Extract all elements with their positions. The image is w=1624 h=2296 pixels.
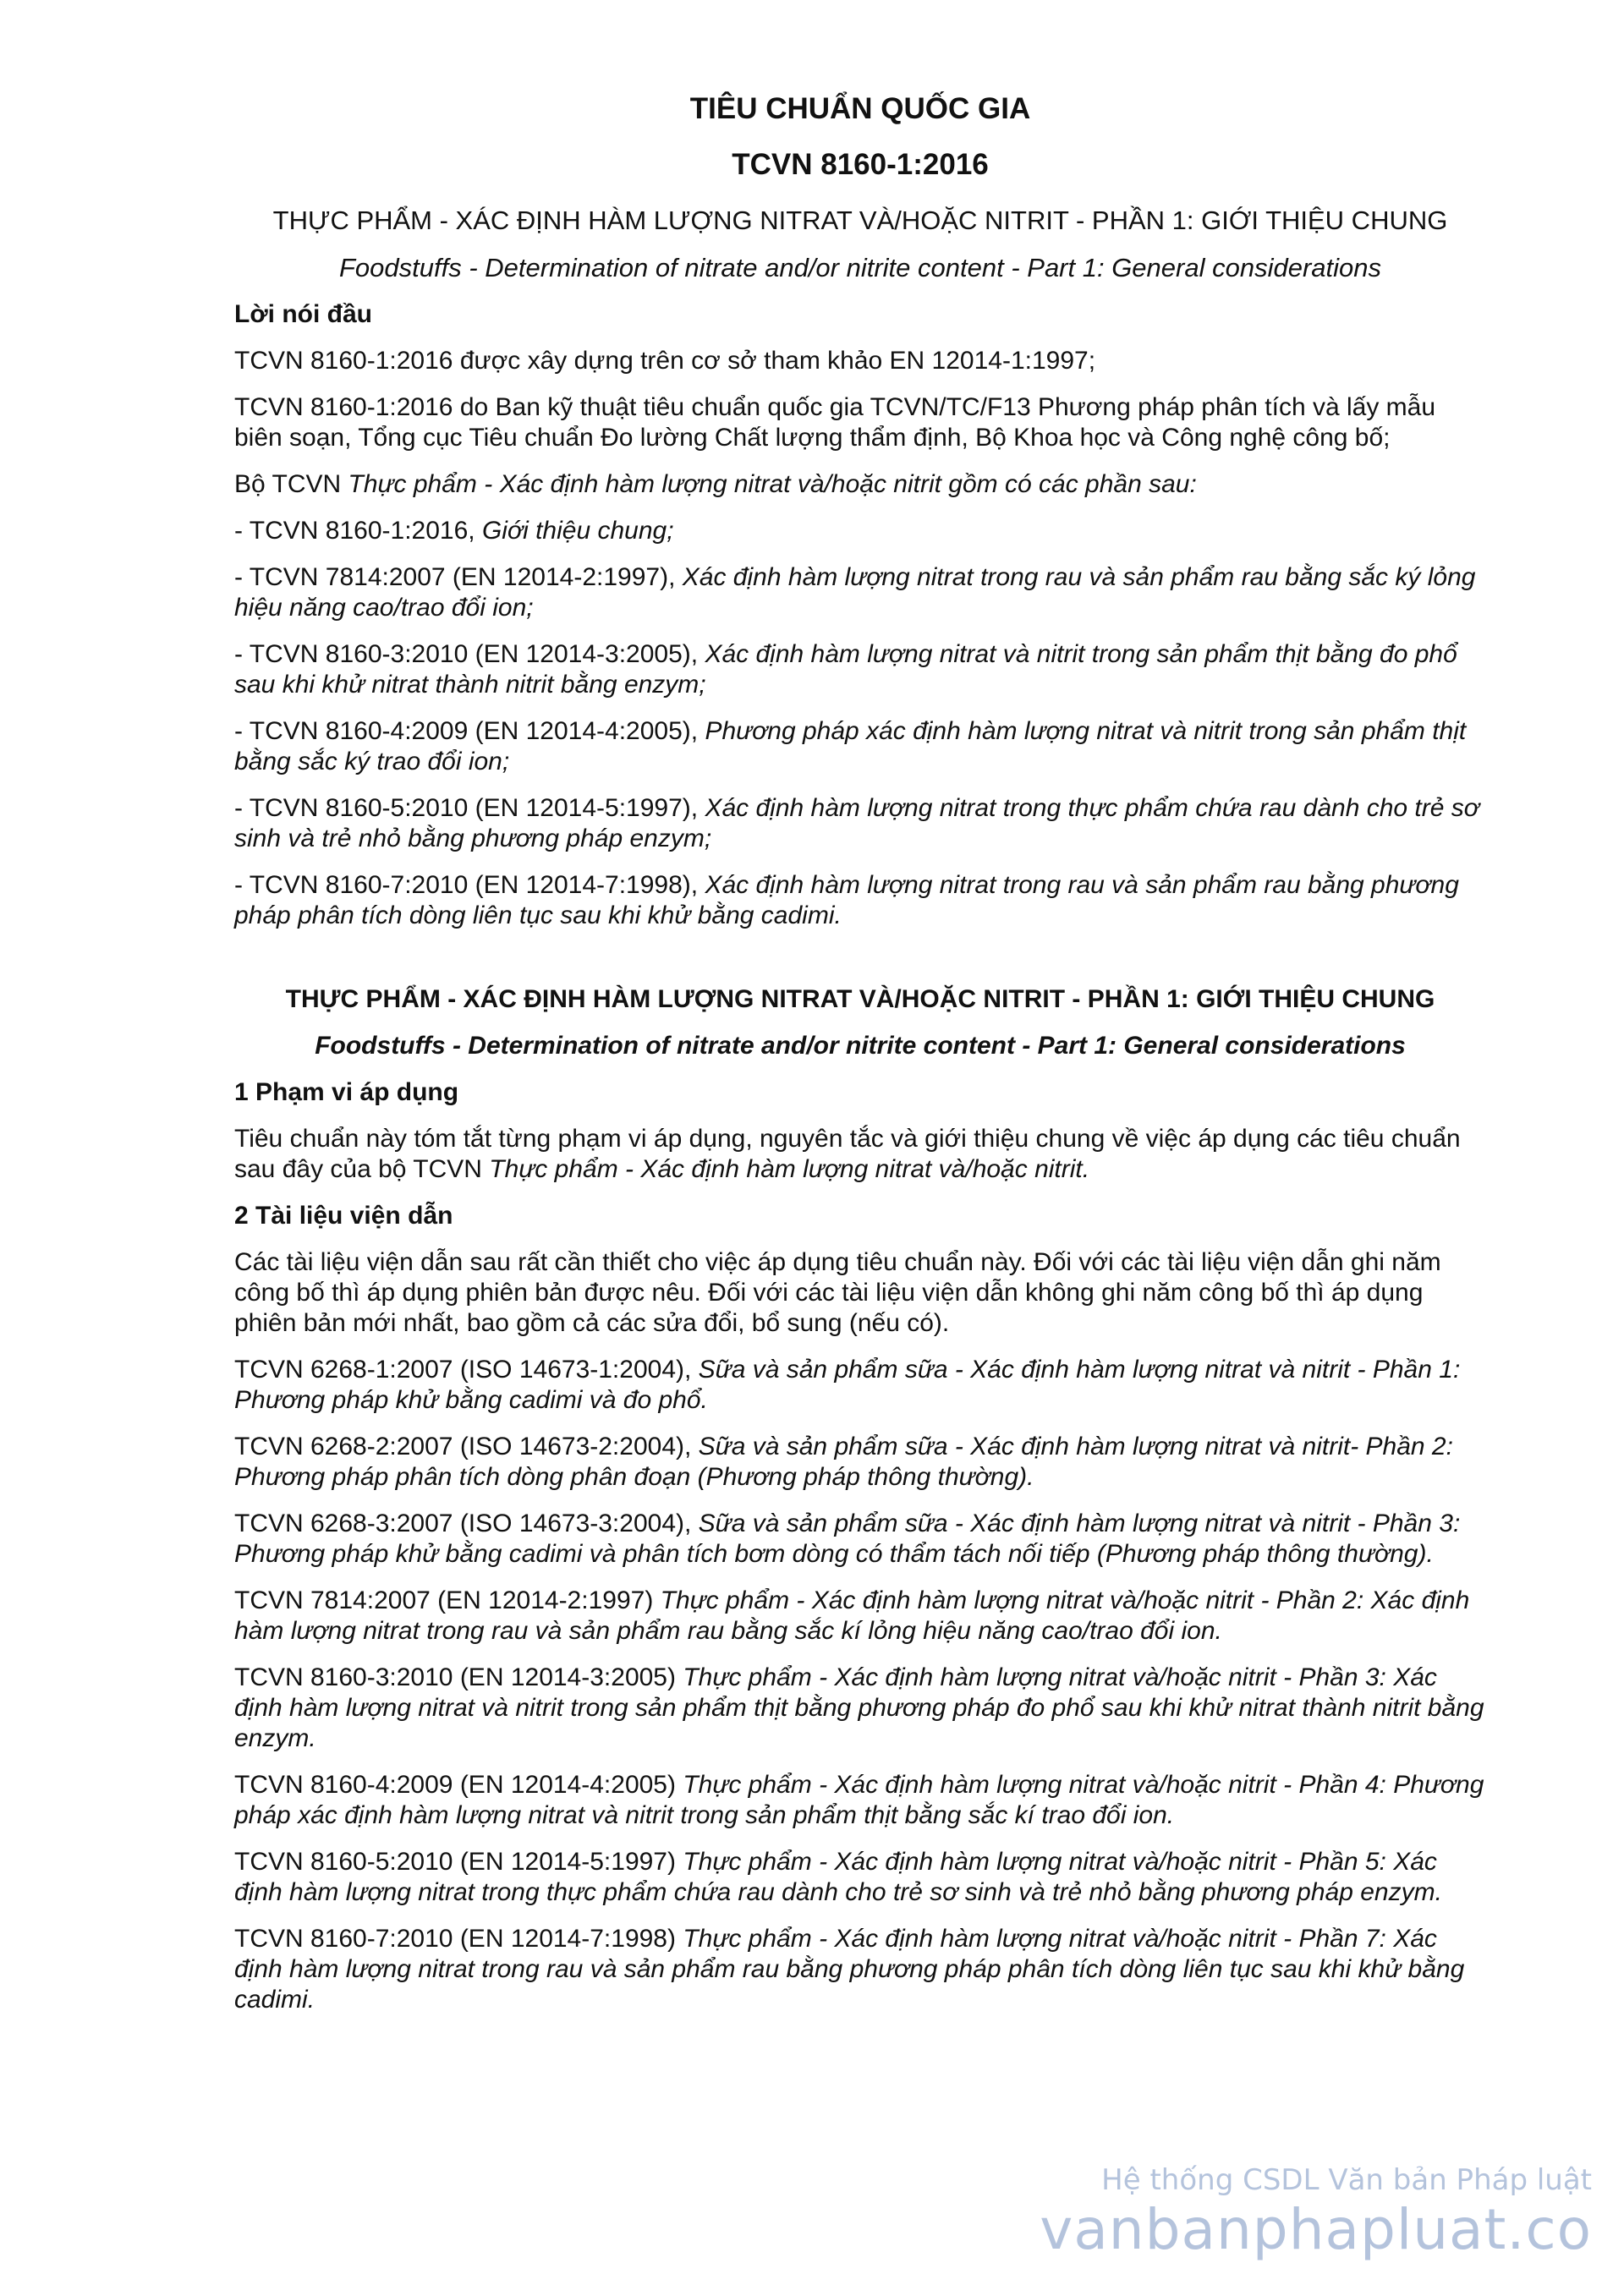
reference-item [234,1355,1486,1416]
main-title-english: Foodstuffs - Determination of nitrate and/or nitrite content - Part 1: General considerations [315,1032,1406,1060]
part-list-item [234,870,1486,931]
reference-item [234,1432,1486,1493]
reference-item [234,1663,1486,1754]
section-2-intro: Các tài liệu viện dẫn sau rất cần thiết cho việc áp dụng tiêu chuẩn này. Đối với các tài liệu viện dẫn ghi năm công bố thì áp dụng phiên bản được nêu. Đối với các tài liệu viện dẫn không ghi năm công bố thì áp dụng phiên bản mới nhất, bao gồm cả các sửa đổi, bổ sung (nếu có). [234,1248,1441,1337]
subtitle-english: Foodstuffs - Determination of nitrate and/or nitrite content - Part 1: General considerations [338,253,1381,282]
reference-title: Thực phẩm - Xác định hàm lượng nitrat và/hoặc nitrit - Phần 7: Xác định hàm lượng nitrat trong rau và sản phẩm rau bằng phương pháp phân tích dòng liên tục sau khi khử bằng cadimi. [234,1925,1465,2014]
document-page [234,91,1486,2031]
section-spacer [234,947,1486,984]
part-code: - TCVN 8160-5:2010 (EN 12014-5:1997), [234,794,705,822]
paragraph-text: Bộ TCVN [234,470,348,498]
reference-code: TCVN 6268-1:2007 (ISO 14673-1:2004), [234,1356,699,1384]
standard-code: TCVN 8160-1:2016 [732,148,989,181]
foreword-heading: Lời nói đầu [234,300,372,328]
reference-code: TCVN 7814:2007 (EN 12014-2:1997) [234,1586,661,1614]
part-code: - TCVN 8160-1:2016, [234,517,482,545]
reference-item [234,1770,1486,1831]
watermark-caption: Hệ thống CSDL Văn bản Pháp luật [1101,2163,1592,2197]
foreword-paragraph: TCVN 8160-1:2016 được xây dựng trên cơ sở tham khảo EN 12014-1:1997; [234,347,1096,375]
reference-item [234,1924,1486,2015]
main-title-vietnamese: THỰC PHẨM - XÁC ĐỊNH HÀM LƯỢNG NITRAT VÀ/HOẶC NITRIT - PHẦN 1: GIỚI THIỆU CHUNG [285,985,1435,1013]
reference-title: Thực phẩm - Xác định hàm lượng nitrat và/hoặc nitrit - Phần 2: Xác định hàm lượng nitrat trong rau và sản phẩm rau bằng sắc kí lỏng hiệu năng cao/trao đổi ion. [234,1586,1470,1645]
part-list-item [234,562,1486,623]
foreword-paragraph: TCVN 8160-1:2016 do Ban kỹ thuật tiêu chuẩn quốc gia TCVN/TC/F13 Phương pháp phân tích và lấy mẫu biên soạn, Tổng cục Tiêu chuẩn Đo lường Chất lượng thẩm định, Bộ Khoa học và Công nghệ công bố; [234,393,1436,452]
part-list-item [234,716,1486,777]
paragraph-italic-text: Thực phẩm - Xác định hàm lượng nitrat và/hoặc nitrit. [489,1155,1090,1183]
reference-title: Thực phẩm - Xác định hàm lượng nitrat và/hoặc nitrit - Phần 3: Xác định hàm lượng nitrat và nitrit trong sản phẩm thịt bằng phương pháp đo phổ sau khi khử nitrat thành nitrit bằng enzym. [234,1663,1484,1752]
part-list-item [234,516,1486,546]
section-1-heading: 1 Phạm vi áp dụng [234,1078,459,1106]
part-code: - TCVN 8160-4:2009 (EN 12014-4:2005), [234,717,705,745]
reference-title: Thực phẩm - Xác định hàm lượng nitrat và/hoặc nitrit - Phần 5: Xác định hàm lượng nitrat trong thực phẩm chứa rau dành cho trẻ sơ sinh và trẻ nhỏ bằng phương pháp enzym. [234,1848,1442,1906]
paragraph-text: Tiêu chuẩn này tóm tắt từng phạm vi áp dụng, nguyên tắc và giới thiệu chung về việc áp dụng các tiêu chuẩn sau đây của bộ TCVN [234,1125,1461,1183]
reference-item [234,1847,1486,1908]
part-title: Giới thiệu chung; [481,517,674,545]
part-title: Xác định hàm lượng nitrat trong rau và sản phẩm rau bằng phương pháp phân tích dòng liên tục sau khi khử bằng cadimi. [234,871,1459,929]
part-title: Xác định hàm lượng nitrat trong rau và sản phẩm rau bằng sắc ký lỏng hiệu năng cao/trao đổi ion; [234,563,1476,622]
reference-title: Sữa và sản phẩm sữa - Xác định hàm lượng nitrat và nitrit - Phần 3: Phương pháp khử bằng cadimi và phân tích bơm dòng có thẩm tách nối tiếp (Phương pháp thông thường). [234,1510,1461,1568]
part-title: Xác định hàm lượng nitrat trong thực phẩm chứa rau dành cho trẻ sơ sinh và trẻ nhỏ bằng phương pháp enzym; [234,794,1479,852]
reference-title: Sữa và sản phẩm sữa - Xác định hàm lượng nitrat và nitrit- Phần 2: Phương pháp phân tích dòng phân đoạn (Phương pháp thông thường). [234,1433,1453,1491]
part-code: - TCVN 8160-3:2010 (EN 12014-3:2005), [234,640,705,668]
reference-code: TCVN 6268-2:2007 (ISO 14673-2:2004), [234,1433,699,1460]
watermark-domain: vanbanphapluat.co [1040,2197,1592,2262]
subtitle-vietnamese: THỰC PHẨM - XÁC ĐỊNH HÀM LƯỢNG NITRAT VÀ/HOẶC NITRIT - PHẦN 1: GIỚI THIỆU CHUNG [272,205,1448,235]
reference-item [234,1586,1486,1647]
document-title: TIÊU CHUẨN QUỐC GIA [689,92,1031,125]
reference-code: TCVN 8160-4:2009 (EN 12014-4:2005) [234,1771,683,1799]
section-2-heading: 2 Tài liệu viện dẫn [234,1202,453,1230]
part-list-item [234,639,1486,700]
part-title: Xác định hàm lượng nitrat và nitrit trong sản phẩm thịt bằng đo phổ sau khi khử nitrat thành nitrit bằng enzym; [234,640,1457,699]
reference-title: Thực phẩm - Xác định hàm lượng nitrat và/hoặc nitrit - Phần 4: Phương pháp xác định hàm lượng nitrat và nitrit trong sản phẩm thịt bằng sắc kí trao đổi ion. [234,1771,1484,1829]
part-code: - TCVN 7814:2007 (EN 12014-2:1997), [234,563,683,591]
part-title: Phương pháp xác định hàm lượng nitrat và nitrit trong sản phẩm thịt bằng sắc ký trao đổi ion; [234,717,1467,775]
reference-code: TCVN 8160-7:2010 (EN 12014-7:1998) [234,1925,683,1953]
paragraph-italic-text: Thực phẩm - Xác định hàm lượng nitrat và/hoặc nitrit gồm có các phần sau: [348,470,1197,498]
part-list-item [234,793,1486,854]
reference-code: TCVN 8160-3:2010 (EN 12014-3:2005) [234,1663,683,1691]
reference-item [234,1509,1486,1570]
reference-code: TCVN 6268-3:2007 (ISO 14673-3:2004), [234,1510,699,1537]
section-1-body [234,1124,1486,1185]
foreword-paragraph [234,469,1486,500]
reference-code: TCVN 8160-5:2010 (EN 12014-5:1997) [234,1848,683,1876]
part-code: - TCVN 8160-7:2010 (EN 12014-7:1998), [234,871,705,899]
reference-title: Sữa và sản phẩm sữa - Xác định hàm lượng nitrat và nitrit - Phần 1: Phương pháp khử bằng cadimi và đo phổ. [234,1356,1461,1414]
